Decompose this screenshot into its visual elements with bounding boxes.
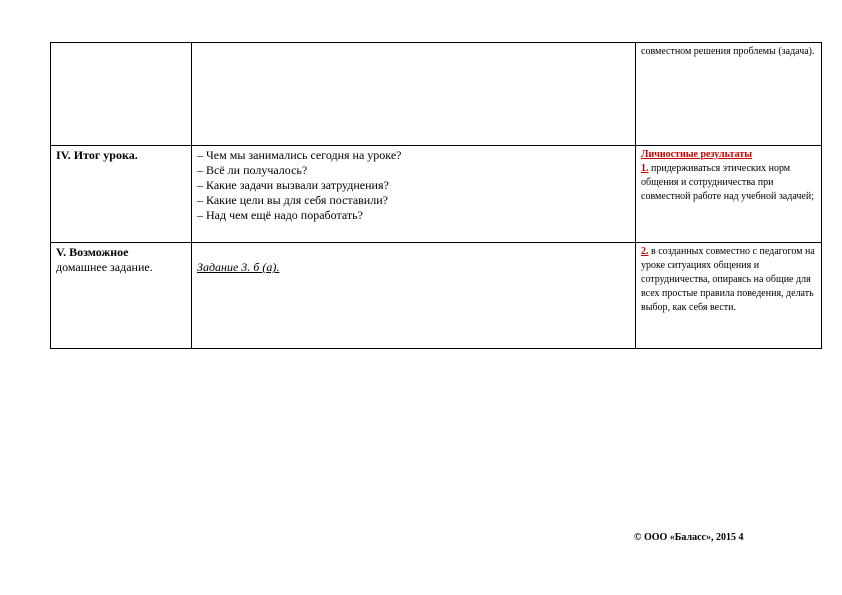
table-cell <box>51 43 192 146</box>
stage-cell <box>51 146 192 243</box>
question-item: – Над чем ещё надо поработать? <box>197 208 363 222</box>
result-text: в созданных совместно с педагогом на уроке ситуациях общения и сотрудничества, опираясь на общие для всех простые правила поведения, делать выбор, как себя вести. <box>641 246 815 313</box>
table-row <box>51 243 822 349</box>
table-cell <box>192 43 636 146</box>
question-item: – Какие задачи вызвали затруднения? <box>197 178 389 192</box>
questions-cell <box>192 146 636 243</box>
stage-cell <box>51 243 192 349</box>
stage-subtitle: домашнее задание. <box>56 260 153 274</box>
result-number: 2. <box>641 246 649 257</box>
homework-link[interactable]: Задание 3. б (а). <box>197 260 280 274</box>
table-row <box>51 43 822 146</box>
result-number: 1. <box>641 163 649 174</box>
question-item: – Какие цели вы для себя поставили? <box>197 193 388 207</box>
table-row <box>51 146 822 243</box>
homework-cell <box>192 243 636 349</box>
results-cell: совместном решения проблемы (задача). <box>636 43 822 146</box>
results-cell <box>636 243 822 349</box>
lesson-table <box>50 42 822 349</box>
question-item: – Чем мы занимались сегодня на уроке? <box>197 148 402 162</box>
results-cell <box>636 146 822 243</box>
results-title: Личностные результаты <box>641 149 753 160</box>
result-text: придерживаться этических норм общения и сотрудничества при совместной работе над учебной задачей; <box>641 163 814 202</box>
stage-title: V. Возможное <box>56 245 129 259</box>
question-item: – Всё ли получалось? <box>197 163 308 177</box>
stage-title: IV. Итог урока. <box>56 148 138 162</box>
copyright-footer: © ООО «Баласс», 2015 4 <box>634 532 744 543</box>
